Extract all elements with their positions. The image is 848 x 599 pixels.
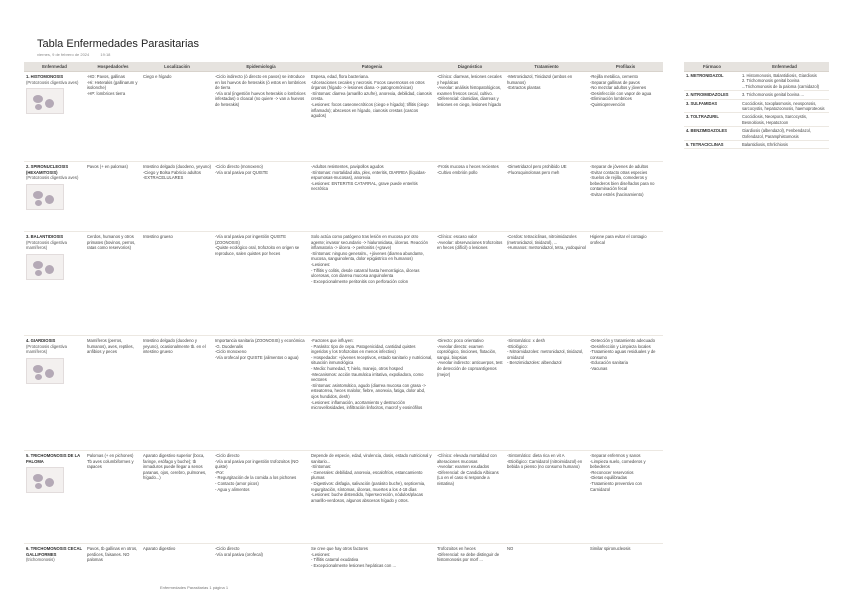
page-title: Tabla Enfermedades Parasitarias <box>37 38 200 50</box>
parasite-cell <box>45 478 54 487</box>
drug-row <box>684 113 829 127</box>
epi-cell: -Ciclo directo (monoxeno) -Vía oral pasiva por QUISTE <box>213 162 309 232</box>
drug-diseases: Giardiosis (albendazol), Fenbendazol, Oxfendazol, Paramphistomosis <box>740 127 829 141</box>
trat-cell: -Dimetridazol pero prohibido UE -Fluoroquinolonas pero meh <box>505 162 588 232</box>
prof-cell: -Separar de jóvenes de adultos -Evitar contacto otras especies -Suelos de rejilla, comederos y bebederos bien diseñados para no contaminación fecal -Evitar estrés (hacinamiento) <box>588 162 663 232</box>
parasite-cell <box>45 99 54 108</box>
pat-cell: Depende de especie, edad, virulencia, dosis, estado nutricional y sanitario... -Síntomas: - Generales: debilidad, anorexia, escalofríos, estancamiento plumas - Digestivos: disfagia, salivación (parásito buche), septicemia, regurgitación, síntomas, úlceras, muertes a los 4-18 días -Lesiones: buche distendido, hipersecreción, nódulos/placas amarillo-verdosos, algunos abscesos hígado y otros. <box>309 451 435 544</box>
loc-cell: Aparato digestivo <box>141 544 213 571</box>
drug-name: 1. METRONIDAZOL <box>684 72 740 91</box>
trat-cell: -Sintomático: dieta rica en vit A -Etiológico: Carnidazol (nitroimidazol) en bebida o pienso (no consumo humano) <box>505 451 588 544</box>
parasite-image <box>26 88 64 114</box>
column-header: Enfermedad <box>24 62 85 72</box>
epi-cell: -Vía oral pasiva por ingestión QUISTE (ZOONOSIS) -Quiste ecológico oral, trofozoito en origen se reproduce, salen quistes por heces <box>213 232 309 336</box>
drugs-header-row <box>684 62 829 72</box>
prof-cell: -Detección y tratamiento adecuado -Desinfección y Limpieza locales -Tratamiento aguas residuales y de consumo -Educación sanitaria -Vacunas <box>588 336 663 451</box>
disease-subtitle: (Protozoosis digestiva mamíferos) <box>26 343 67 355</box>
drugs-body <box>684 72 829 149</box>
diag-cell: -Directo: poco orientativo -Aveolar directo: examen coprológico, tinciones, flotación, sangui, biopsias -Aveolar indirecto: anticuerpos, test de detección de coproantígenos (mejor) <box>435 336 505 451</box>
pat-cell: Espesa, edad, flora bacteriana. -Ulceraciones cecales y necrosis. Focos cavernosos en otros órganos (hígado -> lesiones diana -> patognomónicas) -Síntomas: diarrea (amarillo azufre), anorexia, debilidad, cianosis cresta. -Lesiones: focos caseonecróticos (ciego e hígado); tiflitis (ciego inflamado); abscesos en hígado, cianosis crestas (cascos agudos) <box>309 72 435 162</box>
disease-cell <box>24 72 85 162</box>
column-header: Epidemiología <box>213 62 309 72</box>
page-time: 19:18 <box>100 52 111 57</box>
host-cell: Mamíferos (perros, humanos), aves, reptiles, anfibios y peces <box>85 336 141 451</box>
disease-name: 3. BALANTIDIOSIS <box>26 234 64 239</box>
diag-cell: -Clínico: escaso valor -Aveolar: observaciones trofozoitos en heces (difícil) o lesiones <box>435 232 505 336</box>
host-cell: -HD: Pavos, gallinas -Hi: Heterakis (gallinarum y isolonche) -HP: lombrices tierra <box>85 72 141 162</box>
parasite-cell <box>35 374 42 380</box>
parasite-cell <box>45 369 54 378</box>
drug-column-header: Fármaco <box>684 62 740 72</box>
pat-cell: -Factores que influyen: - Parásito: tipo de cepa. Patogenicidad, cantidad quistes ingeridos y los trofozoitos en menos infectivo) - Hospedador: +jóvenes receptivos, estado sanitario y nutricional, situación inmunológica - Medio: humedad, T, hielo, manejo, otros hosped -Mecanismos: acción traumática irritativa, expoliadora, como vectores -Síntomas: asintomático, agudo (diarrea mucosa con grasa -> esteatorrea, heces malolor, fiebre, anorexia, fatiga, dolor abd, ojos hundidos, desh) -Lesiones: inflamación, acortamiento y destrucción microvellosidades, infiltración linfocitos, macrof y eosinófilos <box>309 336 435 451</box>
disease-name: 6. TRICHOMONOSIS CECAL GALLIFORMES <box>26 546 82 557</box>
page-meta <box>37 52 120 57</box>
parasite-cell <box>33 191 43 199</box>
column-header: Profilaxis <box>588 62 663 72</box>
disease-cell <box>24 544 85 571</box>
page-footer: Enfermedades Parasitarias 1 página 1 <box>160 585 229 590</box>
pat-cell: Se cree que hay otros factores -Lesiones: - Tiflitis catarral exudativa - Excepcionalmente lesiones hepáticas con ... <box>309 544 435 571</box>
epi-cell: -Ciclo indirecto (ó directo en pavos) se introduce en los huevos de heterakis (ó estos en lombrices de tierra -Vía oral (ingestión huevos heterakis o lombrices infestadas) o cloacal (no quiere -> van a huevos de heterakis) <box>213 72 309 162</box>
disease-subtitle: (Protozoosis digestiva aves) <box>26 175 79 181</box>
column-header: Localización <box>141 62 213 72</box>
table-row <box>24 336 663 451</box>
parasite-cell <box>33 95 43 103</box>
parasite-image <box>26 184 64 210</box>
drug-name: 2. NITROIMIDAZOLES <box>684 91 740 99</box>
disease-name: 2. SPIRONUCLEOSIS (HEXAMITOSIS) <box>26 164 69 175</box>
pat-cell: Solo actúa como patógeno tras lesión en mucosa por otro agente; invasor secundario -> hialuronidasa, úlceras. Reacción inflamatoria -> úlcera -> peritonitis (+grave) -Síntomas: ninguno generalm., +jóvenes (diarrea abundante, mucosa, sanguinolenta, dolor epigástrico en humanos) -Lesiones: - Tiflitis y colitis, desde catarral hasta hemorrágica, úlceras ulcerosas, con diarrea mucosa anguinolenta - Excepcionalmente peritonitis con perforación colon <box>309 232 435 336</box>
parasite-cell <box>33 261 43 269</box>
diseases-table <box>24 62 663 570</box>
parasite-cell <box>35 483 42 489</box>
host-cell: Pavos, tb gallinas en otros, perdices, faisanes. NO palomas <box>85 544 141 571</box>
table-row <box>24 544 663 571</box>
host-cell: Cerdos, humanos y otros primates (bovinos, perros, ratas como reservorios) <box>85 232 141 336</box>
prof-cell: Higiene para evitar el contagio orofecal <box>588 232 663 336</box>
loc-cell: Intestino delgado (duodeno y yeyuno), ocasionalmente tb. en el intestino grueso <box>141 336 213 451</box>
table-row <box>24 72 663 162</box>
parasite-image <box>26 467 64 493</box>
drug-diseases: Coccidiosis, toxoplasmosis, neosporosis, sarcocystis, hepatozoonosis, haemoproteosis <box>740 99 829 113</box>
disease-subtitle: (Protozoosis digestiva aves) <box>26 79 79 85</box>
drug-diseases: Balantidiosis, Ehrlichiosis <box>740 141 829 149</box>
table-body <box>24 72 663 571</box>
epi-cell: -Ciclo directo -Vía oral pasiva (orofecal) <box>213 544 309 571</box>
parasite-cell <box>35 104 42 110</box>
disease-cell <box>24 232 85 336</box>
drug-name: 3. SULFAMIDAS <box>684 99 740 113</box>
parasite-cell <box>33 474 43 482</box>
loc-cell: Intestino delgado (duodeno, yeyuno) -Ciego y Bolsa Fabricio adultos -EXTRACELULARES <box>141 162 213 232</box>
loc-cell: Intestino grueso <box>141 232 213 336</box>
column-header: Diagnóstico <box>435 62 505 72</box>
drug-name: 5. TETRACICLINAS <box>684 141 740 149</box>
drug-row <box>684 99 829 113</box>
table-header-row <box>24 62 663 72</box>
host-cell: Pavos (+ en palomas) <box>85 162 141 232</box>
drug-row <box>684 91 829 99</box>
parasite-cell <box>45 265 54 274</box>
table-row <box>24 451 663 544</box>
pat-cell: -Adultos resistentes, pavipollos agudos -Síntomas: mortalidad alta, plex, enteritis, DIARREA (líquidas-espumosas-mucosas), anorexia -Lesiones: ENTERITIS CATARRAL, grave puede enteritis necrótica <box>309 162 435 232</box>
diag-cell: -Frotis mucosa o heces recientes -Cultivo embrión pollo <box>435 162 505 232</box>
diag-cell: -Clínico: diarreas, lesiones cecales y hepáticas -Aveolar: análisis histopatológicos, examen frescos cecal, cultivo. -Diferencial: clamidias, diarreas y lesiones en ciego, lesiones hígado <box>435 72 505 162</box>
prof-cell: -Rejilla metálica, cemento -Separar gallinas de pavos -No mezclar adultos y jóvenes -Desinfección con vapor de agua -Eliminación lombrices -Quimioprevención <box>588 72 663 162</box>
parasite-image <box>26 358 64 384</box>
parasite-cell <box>33 365 43 373</box>
drug-diseases: 1. Histomonosis, Balantidiosis, Giardiosis 2. Trichomonosis genital bovina ...Trichomonosis de la paloma (carnidazol) <box>740 72 829 91</box>
table-row <box>24 162 663 232</box>
drug-column-header: Enfermedad <box>740 62 829 72</box>
drugs-table <box>684 62 829 149</box>
host-cell: Palomas (+ en pichones) Tb aves columbiformes y rapaces <box>85 451 141 544</box>
trat-cell: -Cerdos: tetraciclinas, nitroimidazoles (metronidazol, tinidazol), ... -Humanos: metronidazol, tetra, yodoquinol <box>505 232 588 336</box>
prof-cell: -Separar enfermos y sanos -Limpieza suelo, comederos y bebederos -Reconocer reservorios -Dietas equilibradas -Tratamiento preventivo con Carnidazol <box>588 451 663 544</box>
drug-name: 4. BENZIMIDAZOLES <box>684 127 740 141</box>
disease-name: 4. GIARDIOSIS <box>26 338 56 343</box>
disease-name: 1. HISTOMONOSIS <box>26 74 64 79</box>
diag-cell: Trofozoitos en heces -Diferencial: se debe distinguir de histomonosis por morf ... <box>435 544 505 571</box>
column-header: Tratamiento <box>505 62 588 72</box>
epi-cell: -Ciclo directo -Vía oral pasiva por ingestión trofozoitos (NO quiste) -Por: - Regurgitación de la comida a los pichones - Contacto (amor picos) - Agua y alimentos <box>213 451 309 544</box>
parasite-cell <box>45 195 54 204</box>
drug-row <box>684 141 829 149</box>
parasite-cell <box>35 200 42 206</box>
trat-cell: -Metronidazol, Tinidazol (ambos en humanos) -Extractos plantas <box>505 72 588 162</box>
disease-cell <box>24 336 85 451</box>
disease-subtitle: (trichomonosis) <box>26 557 55 563</box>
loc-cell: Aparato digestivo superior (boca, faringe, esófago y buche); tb inmaduros puede llegar a senos paranas, ojos, cerebro, pulmones, hígado...) <box>141 451 213 544</box>
drug-row <box>684 72 829 91</box>
drug-name: 3. TOLTRAZURIL <box>684 113 740 127</box>
column-header: Hospedador/es <box>85 62 141 72</box>
table-row <box>24 232 663 336</box>
disease-subtitle: (Protozoosis digestiva mamíferos) <box>26 239 67 251</box>
drug-diseases: 3. Trichomonosis genital bovina ... <box>740 91 829 99</box>
prof-cell: Similar spironucleosis <box>588 544 663 571</box>
trat-cell: -Sintomático: x desh -Etiológico: - Nitroimidazoles: metronidazol, tinidazol, ornidazol - Benzimidazoles: albendazol <box>505 336 588 451</box>
trat-cell: NO <box>505 544 588 571</box>
page-date: viernes, 9 de febrero de 2024 <box>37 52 90 57</box>
disease-cell <box>24 162 85 232</box>
parasite-cell <box>35 270 42 276</box>
disease-cell <box>24 451 85 544</box>
diag-cell: -Clínico: elevada mortalidad con alteraciones mucosas -Aveolar: examen exudados -Diferencial: de Candida Albicans (Lo en el caso si responde a nistatina) <box>435 451 505 544</box>
parasite-image <box>26 254 64 280</box>
drug-row <box>684 127 829 141</box>
epi-cell: Importancia sanitaria (ZOONOSIS) y económica -G. Duodenalis -Ciclo monoxeno -Vía orofecal por QUISTE (alimentos o agua) <box>213 336 309 451</box>
loc-cell: Ciego e hígado <box>141 72 213 162</box>
drug-diseases: Coccidiosis, Neospora, Sarcocystis, Besnoitiosis, Hepatozoon <box>740 113 829 127</box>
column-header: Patogenia <box>309 62 435 72</box>
disease-name: 5. TRICHOMONOSIS DE LA PALOMA <box>26 453 81 464</box>
